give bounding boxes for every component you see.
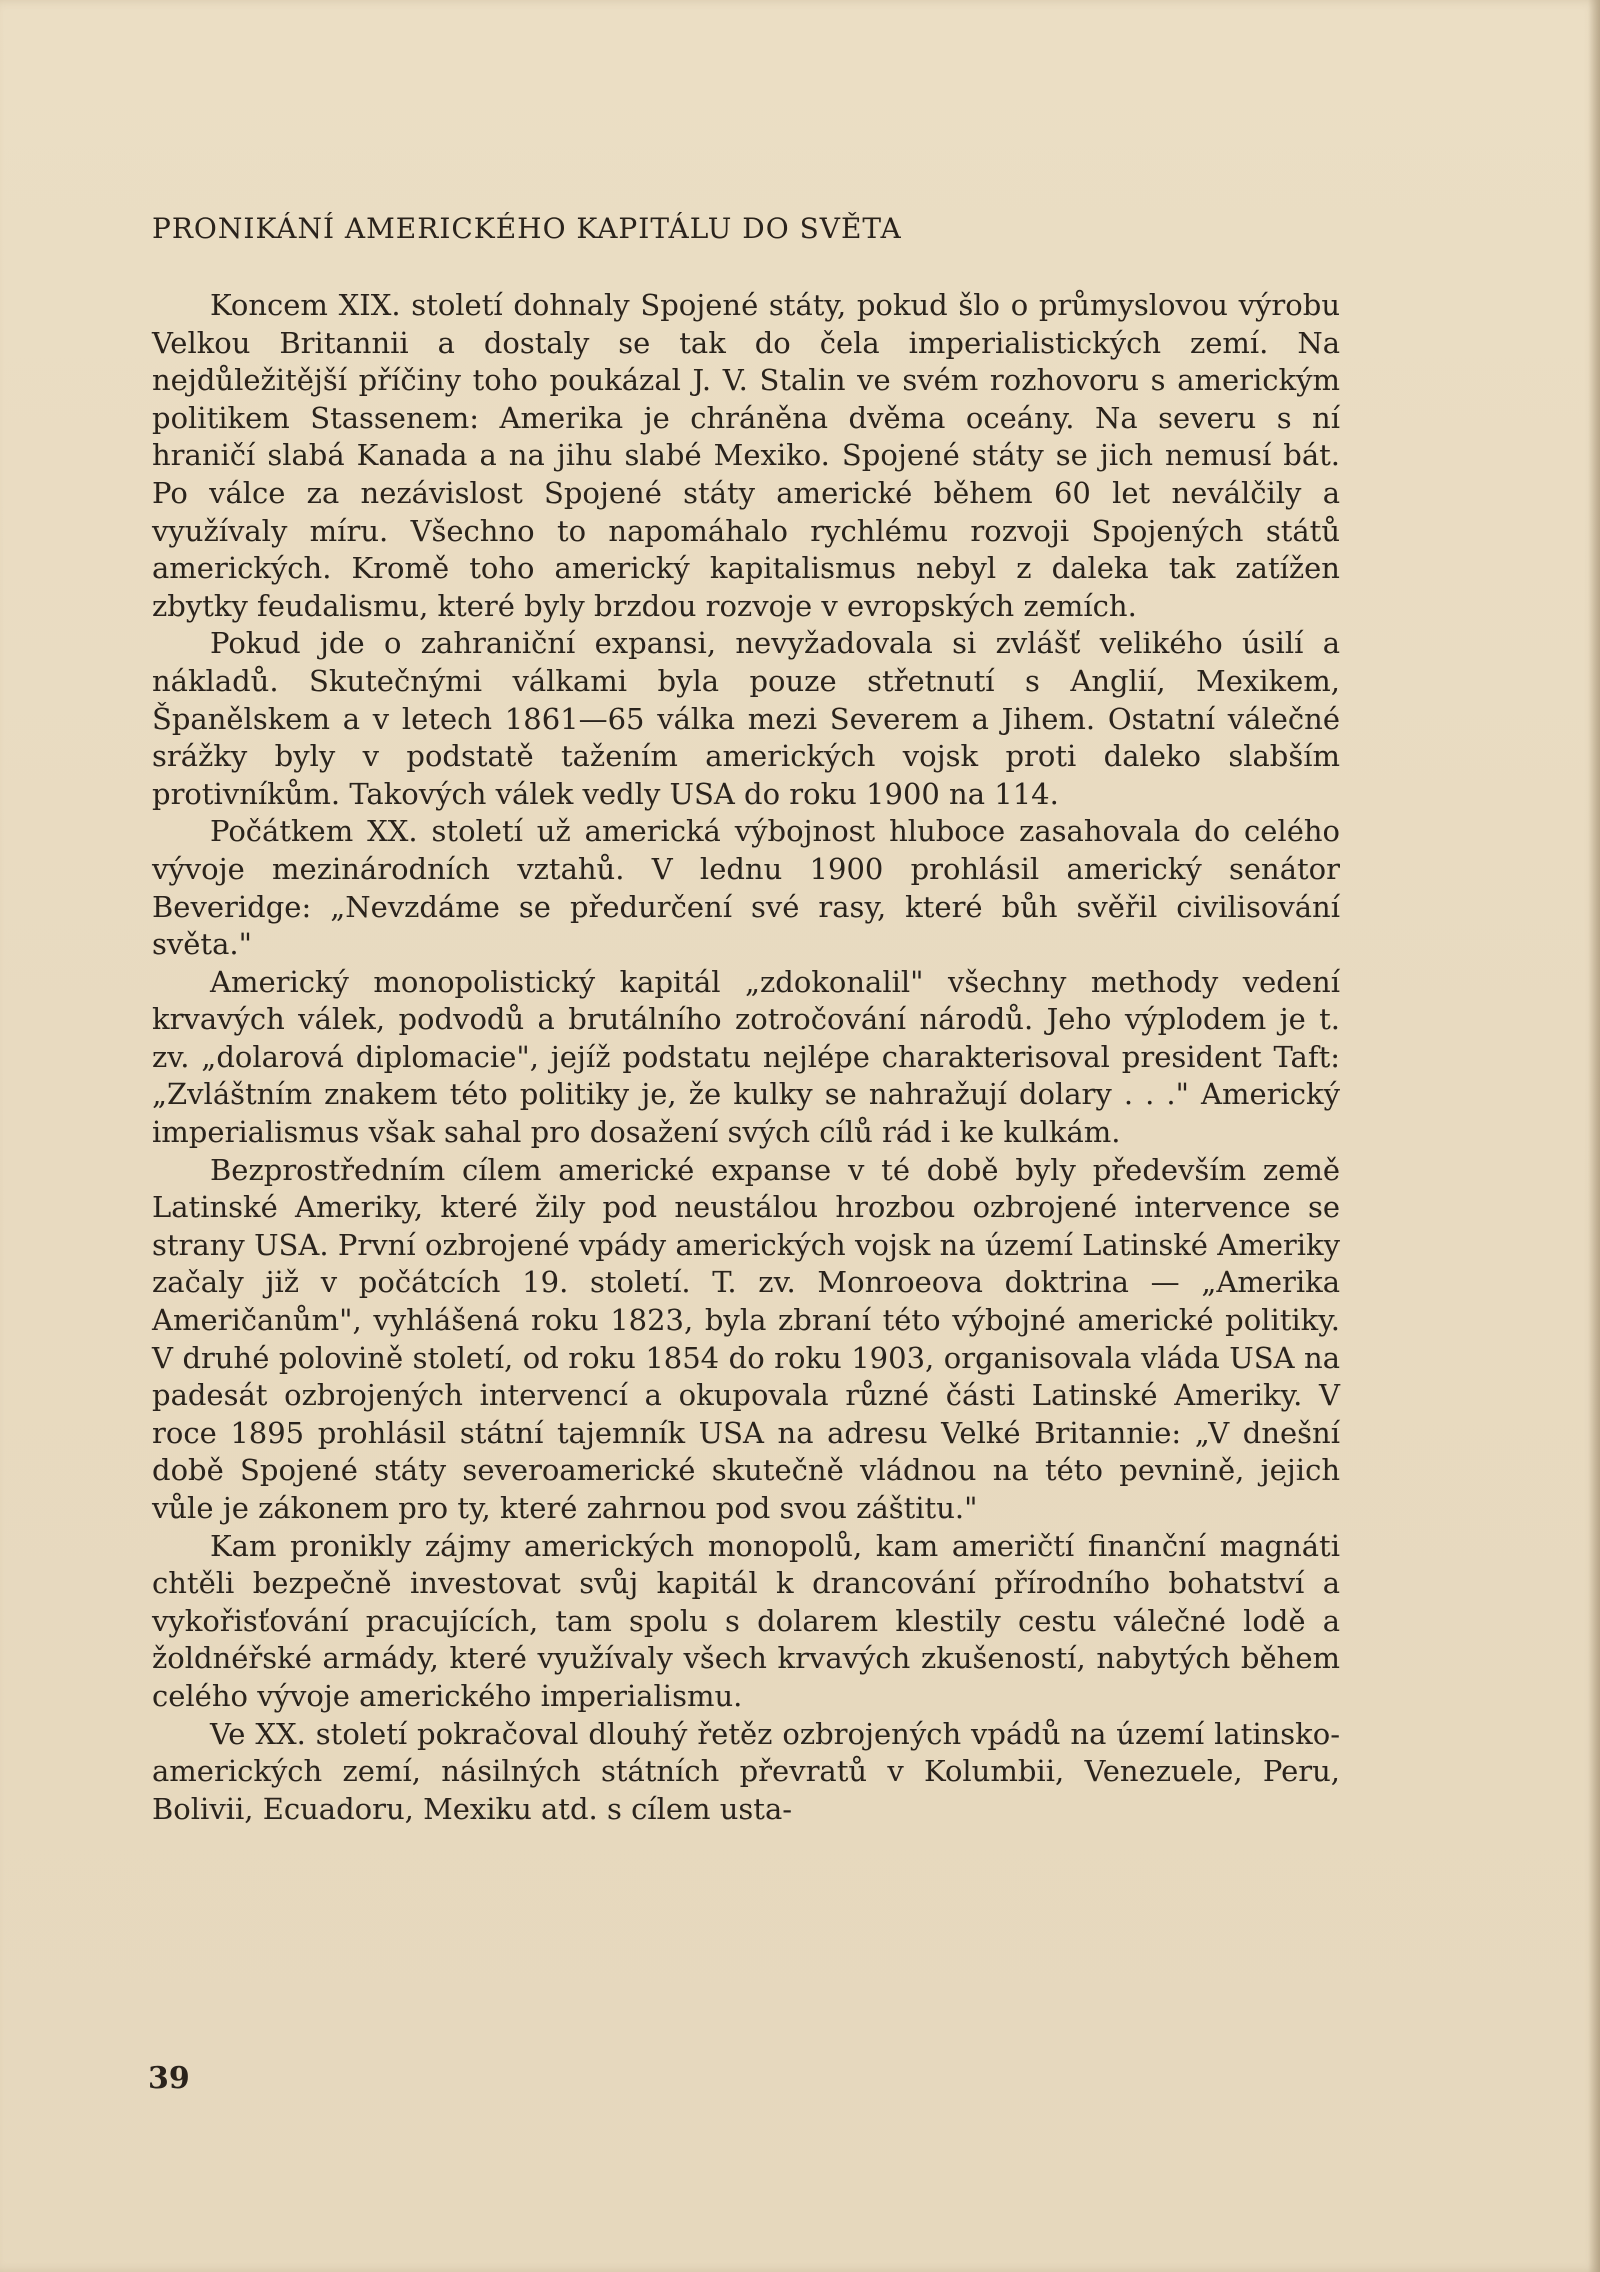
paragraph-4: Americký monopolistický kapitál „zdokonalil" všechny methody vedení krvavých válek, podvodů a brutálního zotročování národů. Jeho výplodem je t. zv. „dolarová diplomacie", jejíž podstatu nejlépe charakterisoval president Taft: „Zvláštním znakem této politiky je, že kulky se nahražují dolary . . ." Americký imperialismus však sahal pro dosažení svých cílů rád i ke kulkám. xyxy=(152,964,1340,1150)
page-content xyxy=(152,212,1340,1828)
paragraph-3: Počátkem XX. století už americká výbojnost hluboce zasahovala do celého vývoje mezinárodních vztahů. V lednu 1900 prohlásil americký senátor Beveridge: „Nevzdáme se předurčení své rasy, které bůh svěřil civilisování světa." xyxy=(152,814,1340,962)
paragraph-5: Bezprostředním cílem americké expanse v té době byly především země Latinské Ameriky, které žily pod neustálou hrozbou ozbrojené intervence se strany USA. První ozbrojené vpády amerických vojsk na území Latinské Ameriky začaly již v počátcích 19. století. T. zv. Monroeova doktrina — „Amerika Američanům", vyhlášená roku 1823, byla zbraní této výbojné americké politiky. V druhé polovině století, od roku 1854 do roku 1903, organisovala vláda USA na padesát ozbrojených intervencí a okupovala různé části Latinské Ameriky. V roce 1895 prohlásil státní tajemník USA na adresu Velké Britannie: „V dnešní době Spojené státy severoamerické skutečně vládnou na této pevnině, jejich vůle je zákonem pro ty, které zahrnou pod svou záštitu." xyxy=(152,1152,1340,1525)
page-edge-shadow xyxy=(1588,0,1600,2272)
paragraph-1: Koncem XIX. století dohnaly Spojené státy, pokud šlo o průmyslovou výrobu Velkou Britannii a dostaly se tak do čela imperialistických zemí. Na nejdůležitější příčiny toho poukázal J. V. Stalin ve svém rozhovoru s americkým politikem Stassenem: Amerika je chráněna dvěma oceány. Na severu s ní hraničí slabá Kanada a na jihu slabé Mexiko. Spojené státy se jich nemusí bát. Po válce za nezávislost Spojené státy americké během 60 let neválčily a využívaly míru. Všechno to napomáhalo rychlému rozvoji Spojených států amerických. Kromě toho americký kapitalismus nebyl z daleka tak zatížen zbytky feudalismu, které byly brzdou rozvoje v evropských zemích. xyxy=(152,288,1340,623)
paragraph-2: Pokud jde o zahraniční expansi, nevyžadovala si zvlášť velikého úsilí a nákladů. Skutečnými válkami byla pouze střetnutí s Anglií, Mexikem, Španělskem a v letech 1861—65 válka mezi Severem a Jihem. Ostatní válečné srážky byly v podstatě tažením amerických vojsk proti daleko slabším protivníkům. Takových válek vedly USA do roku 1900 na 114. xyxy=(152,626,1340,811)
page-number: 39 xyxy=(148,2061,190,2096)
chapter-heading: PRONIKÁNÍ AMERICKÉHO KAPITÁLU DO SVĚTA xyxy=(152,212,902,245)
paragraph-7: Ve XX. století pokračoval dlouhý řetěz ozbrojených vpádů na území latinsko-amerických zemí, násilných státních převratů v Kolumbii, Venezuele, Peru, Bolivii, Ecuadoru, Mexiku atd. s cílem usta- xyxy=(152,1716,1340,1826)
body-text xyxy=(152,287,1340,1828)
paragraph-6: Kam pronikly zájmy amerických monopolů, kam američtí finanční magnáti chtěli bezpečně investovat svůj kapitál k drancování přírodního bohatství a vykořisťování pracujících, tam spolu s dolarem klestily cestu válečné lodě a žoldnéřské armády, které využívaly všech krvavých zkušeností, nabytých během celého vývoje amerického imperialismu. xyxy=(152,1528,1340,1713)
